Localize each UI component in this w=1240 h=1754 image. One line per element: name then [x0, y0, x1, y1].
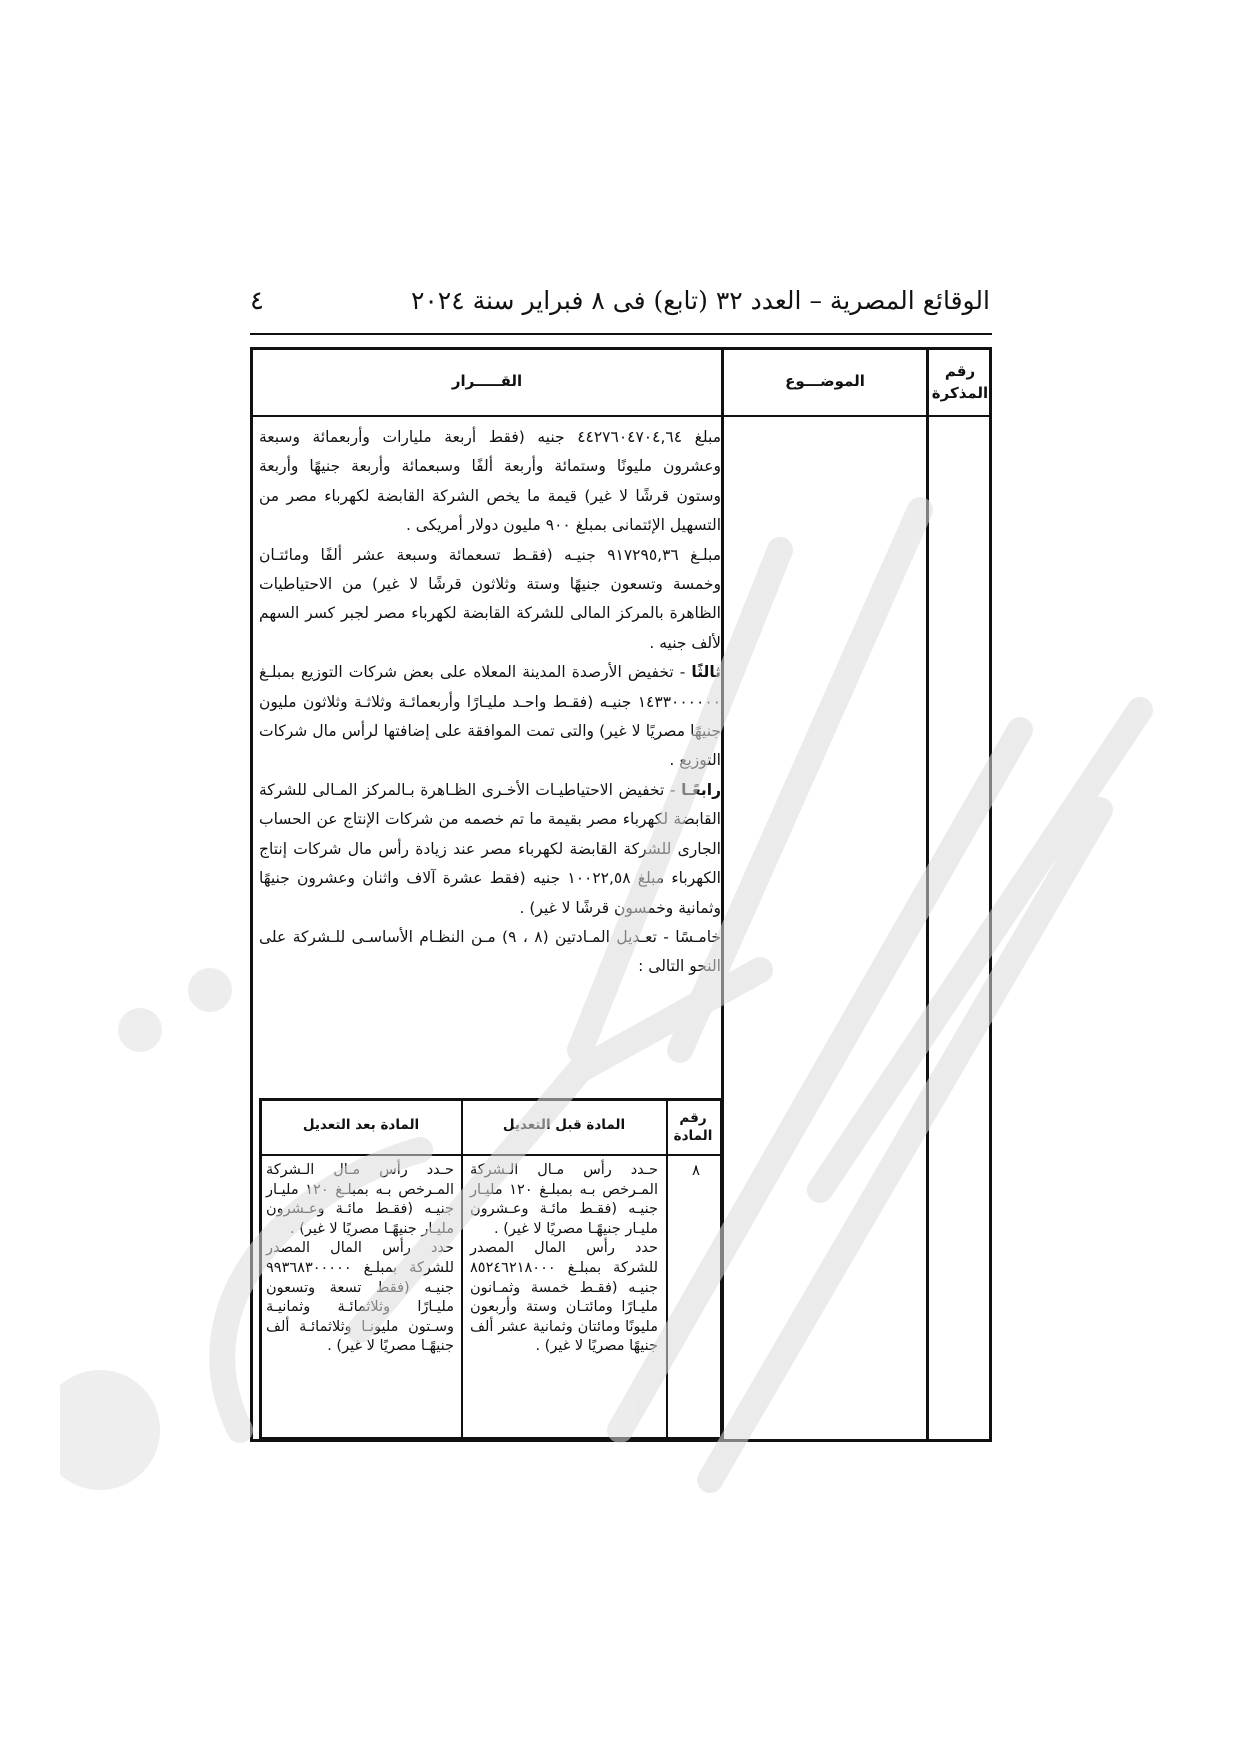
paragraph: ثالثًا - تخفيض الأرصدة المدينة المعلاه على بعض شركات التوزيع بمبلـغ ١٤٣٣٠٠٠٠٠٠ جنيـه (فقـط واحـد مليـارًا وأربعمائـة وثلاثـة وثلاثون مليون جنيهًا مصريًا لا غير) والتى تمت الموافقة على إضافتها لرأس مال شركات التوزيع .: [259, 663, 721, 770]
page-number: ٤: [250, 286, 264, 316]
watermark-dot: [118, 1008, 162, 1052]
paragraph: مبلغ ٤٤٢٧٦٠٤٧٠٤,٦٤ جنيه (فقط أربعة مليارات وأربعمائة وسبعة وعشرون مليونًا وستمائة وأربعة ألفًا وسبعمائة وأربعة جنيهًا وأربعة وستون قرشًا لا غير) قيمة ما يخص الشركة القابضة لكهرباء مصر من التسهيل الإئتمانى بمبلغ ٩٠٠ مليون دولار أمريكى .: [259, 428, 721, 535]
article-after-text: [266, 1161, 454, 1357]
paragraph: خامـسًا - تعـديل المـادتين (٨ ، ٩) مـن النظـام الأساسـى للـشركة على النحو التالى :: [259, 927, 721, 976]
article-before-text: [470, 1161, 658, 1357]
before-amendment-header: المادة قبل التعديل: [502, 1117, 626, 1133]
article-number-header: رقم المادة: [673, 1110, 713, 1144]
running-title: الوقائع المصرية – العدد ٣٢ (تابع) فى ٨ فبراير سنة ٢٠٢٤: [410, 286, 990, 315]
paragraph: رابعًـا - تخفيض الاحتياطيـات الأخـرى الظـاهرة بـالمركز المـالى للشركة القابضة لكهرباء مصر بقيمة ما تم خصمه من شركات الإنتاج عن الحساب الجارى للشركة القابضة لكهرباء مصر عند زيادة رأس مال شركات إنتاج الكهرباء مبلغ ١٠٠٢٢,٥٨ جنيه (فقط عشرة آلاف واثنان وعشرون جنيهًا وثمانية وخمسون قرشًا لا غير) .: [259, 780, 721, 917]
header-divider: [253, 415, 989, 417]
watermark-dot: [188, 968, 232, 1012]
decision-header: القـــــرار: [451, 372, 523, 390]
clause: حـدد رأس مـال الـشركة المـرخص بـه بمبلـغ ١٢٠ مليـار جنيـه (فقـط مائـة وعـشرون مليـار جنيهًـا مصريًا لا غير) .: [470, 1162, 658, 1237]
subject-header: الموضـــوع: [785, 372, 865, 390]
watermark-emblem: [60, 1370, 160, 1490]
decision-text: [259, 423, 721, 982]
clause: حدد رأس المال المصدر للشركة بمبلـغ ٨٥٢٤٦٢١٨٠٠٠ جنيـه (فقـط خمسة وثمـانون مليـارًا ومائتـان وستة وأربعون مليونًا ومائتان وثمانية عشر ألف جنيهًا مصريًا لا غير) .: [470, 1240, 658, 1355]
article-amendment-table: [259, 1098, 723, 1440]
after-amendment-header: المادة بعد التعديل: [302, 1117, 420, 1133]
clause: حدد رأس المال المصدر للشركة بمبلـغ ٩٩٣٦٨٣٠٠٠٠٠ جنيـه (فقط تسعة وتسعون مليـارًا وثلاثمائـة وثمانيـة وسـتون مليونـا وثلاثمائـة ألف جنيهًـا مصريًا لا غير) .: [266, 1240, 454, 1355]
column-divider: [926, 350, 929, 1439]
clause: حـدد رأس مـال الـشركة المـرخص بـه بمبلـغ ١٢٠ مليـار جنيـه (فقـط مائـة وعـشرون مليـار جنيهًـا مصريًا لا غير) .: [266, 1162, 454, 1237]
header-rule: [250, 333, 992, 335]
article-number: ٨: [691, 1161, 700, 1179]
memo-number-header: رقم المذكرة: [931, 362, 989, 402]
page-header: [250, 286, 990, 326]
decision-table: [250, 347, 992, 1442]
header-divider: [262, 1154, 720, 1156]
column-divider: [461, 1101, 463, 1437]
column-divider: [666, 1101, 668, 1437]
paragraph: مبلـغ ٩١٧٢٩٥,٣٦ جنيـه (فقـط تسعمائة وسبعة عشر ألفًا ومائتـان وخمسة وتسعون جنيهًا وستة وثلاثون قرشًا لا غير) من الاحتياطيات الظاهرة بالمركز المالى للشركة القابضة لكهرباء مصر لجبر كسر السهم لألف جنيه .: [259, 545, 721, 652]
